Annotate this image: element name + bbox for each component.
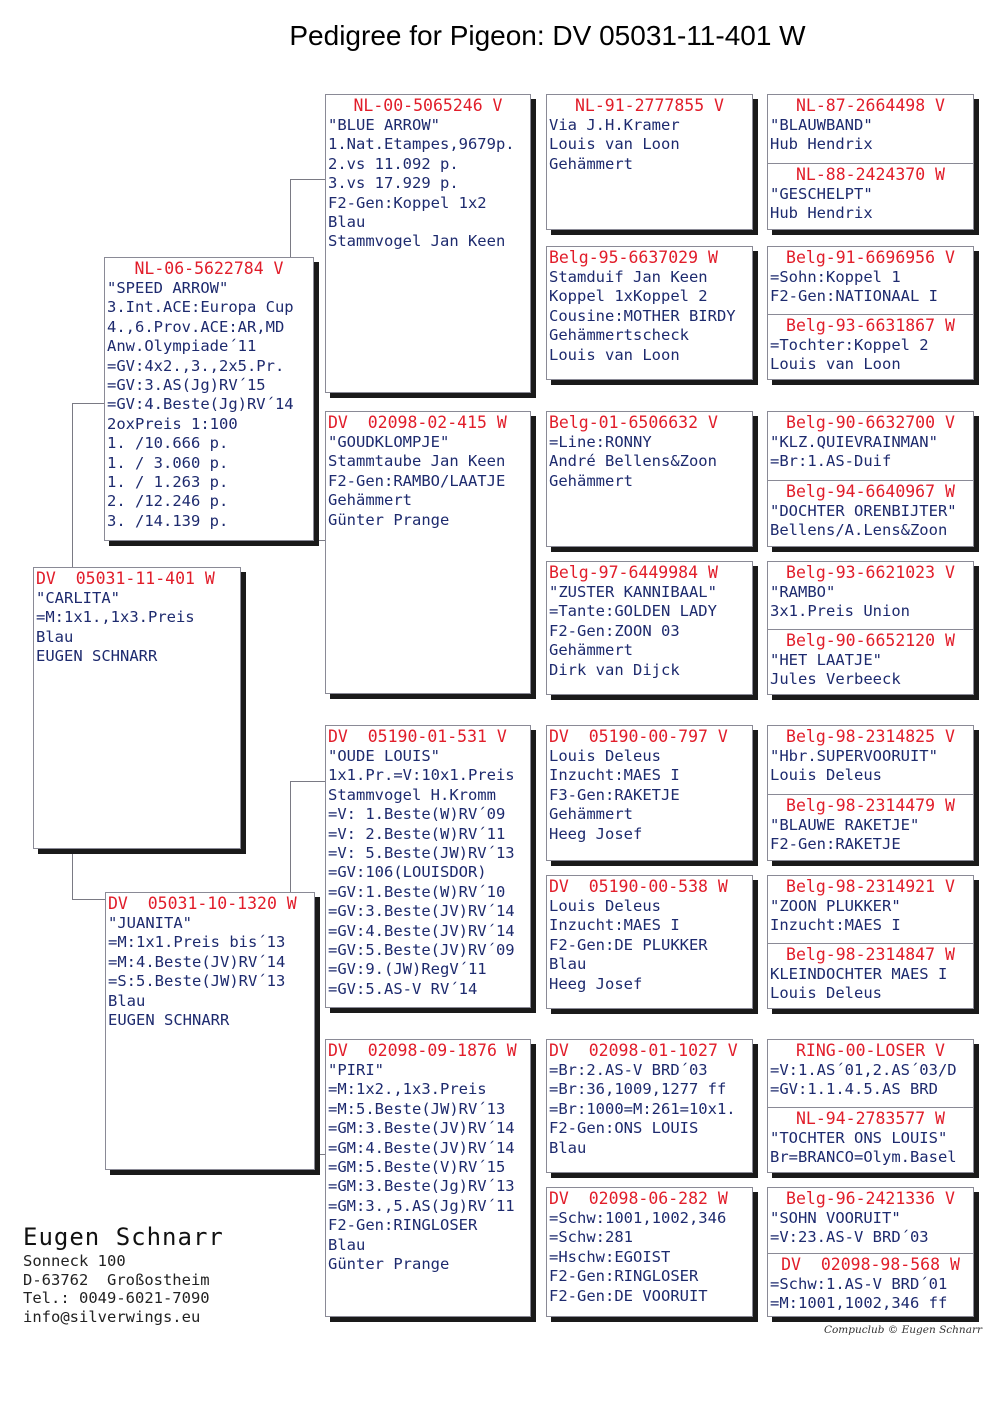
pigeon-info-line: 3x1.Preis Union (770, 602, 910, 621)
ring-number: DV 02098-01-1027 V (549, 1041, 738, 1060)
pigeon-info-line: =V: 2.Beste(W)RV´11 (328, 824, 506, 843)
pigeon-info-line: 1.Nat.Etampes,9679p. (328, 135, 515, 154)
ring-number: NL-00-5065246 V (353, 96, 503, 115)
grandparent-card (325, 1039, 531, 1317)
great-grandparent-card (546, 94, 753, 230)
ring-number: Belg-91-6696956 V (786, 248, 955, 267)
ring-number: DV 05031-10-1320 W (108, 894, 297, 913)
pigeon-info-line: Blau (328, 1235, 366, 1254)
pigeon-info-line: "SOHN VOORUIT" (770, 1209, 901, 1227)
pigeon-info-line: Stamduif Jan Keen (549, 268, 708, 286)
pigeon-info-line: =Br:2.AS-V BRD´03 (549, 1061, 708, 1079)
pigeon-info-line: =V: 1.Beste(W)RV´09 (328, 805, 506, 824)
great-grandparent-card (546, 561, 753, 695)
page-title: Pedigree for Pigeon: DV 05031-11-401 W (289, 20, 806, 51)
g-g-grandparent-card (767, 1187, 974, 1317)
pigeon-info-line: 1. / 1.263 p. (107, 473, 229, 492)
pigeon-info-line: "HET LAATJE" (770, 651, 882, 669)
pigeon-info-line: 2oxPreis 1:100 (107, 414, 238, 433)
great-grandparent-card (546, 875, 753, 1009)
ring-number: DV 05031-11-401 W (36, 569, 215, 588)
pigeon-info-line: F2-Gen:Koppel 1x2 (328, 193, 487, 212)
pigeon-info-line: "GOUDKLOMPJE" (328, 433, 450, 451)
pigeon-info-line: =GV:9.(JW)RegV´11 (328, 960, 487, 979)
ring-number: NL-87-2664498 V (795, 96, 945, 115)
pigeon-info-line: Blau (549, 1138, 587, 1157)
pigeon-info-line: =M:1001,1002,346 ff (770, 1294, 948, 1313)
g-g-grandparent-entry (768, 247, 973, 314)
pigeon-info-line: =M:1x1.Preis bis´13 (108, 933, 286, 952)
great-grandparent-card (546, 1187, 753, 1317)
pigeon-info-line: "DOCHTER ORENBIJTER" (770, 502, 957, 520)
pigeon-info-line: =GM:4.Beste(JV)RV´14 (328, 1138, 515, 1157)
pigeon-info-line: "KLZ.QUIEVRAINMAN" (770, 433, 938, 451)
pigeon-info-line: 4.,6.Prov.ACE:AR,MD (107, 317, 285, 336)
pigeon-info-line: "JUANITA" (108, 914, 192, 932)
pigeon-info-line: Louis van Loon (549, 345, 680, 364)
pigeon-info-line: Gehämmertscheck (549, 326, 689, 345)
ring-number: Belg-93-6631867 W (786, 316, 955, 335)
g-g-grandparent-entry (768, 562, 973, 629)
pigeon-info-line: Louis van Loon (770, 355, 901, 374)
pigeon-info-line: =GV:106(LOUISDOR) (328, 863, 487, 882)
g-g-grandparent-entry (768, 1040, 973, 1107)
pigeon-info-line: Günter Prange (328, 1255, 450, 1274)
ring-number: NL-91-2777855 V (574, 96, 724, 115)
ring-number: Belg-94-6640967 W (786, 482, 955, 501)
pigeon-info-line: "BLAUWE RAKETJE" (770, 816, 920, 834)
ring-number: Belg-98-2314921 V (786, 877, 955, 896)
great-grandparent-entry (547, 95, 752, 174)
pigeon-info-line: =Schw:1.AS-V BRD´01 (770, 1275, 948, 1293)
pigeon-info-line: F2-Gen:DE PLUKKER (549, 935, 708, 954)
pigeon-info-line: =M:4.Beste(JV)RV´14 (108, 952, 286, 971)
ring-number: Belg-90-6632700 V (786, 413, 955, 432)
pigeon-info-line: Gehämmert (549, 641, 633, 660)
pigeon-info-line: "TOCHTER ONS LOUIS" (770, 1129, 948, 1147)
pigeon-info-line: =GM:3.Beste(JV)RV´14 (328, 1119, 515, 1138)
breeder-name: Eugen Schnarr (23, 1223, 224, 1251)
pigeon-info-line: F2-Gen:ZOON 03 (549, 621, 680, 640)
pigeon-info-line: 2.vs 11.092 p. (328, 154, 459, 173)
great-grandparent-card (546, 1039, 753, 1173)
pigeon-info-line: F2-Gen:RAMBO/LAATJE (328, 471, 506, 490)
grandparent-entry (326, 412, 530, 530)
pigeon-info-line: Louis Deleus (770, 766, 882, 785)
pigeon-info-line: =S:5.Beste(JW)RV´13 (108, 972, 286, 991)
sire-entry (105, 258, 313, 531)
ring-number: Belg-95-6637029 W (549, 248, 718, 267)
pigeon-info-line: =V:1.AS´01,2.AS´03/D (770, 1061, 957, 1079)
g-g-grandparent-entry (768, 726, 973, 794)
pigeon-info-line: "RAMBO" (770, 583, 836, 601)
breeder-email: info@silverwings.eu (23, 1307, 201, 1326)
pigeon-info-line: Louis Deleus (770, 984, 882, 1003)
ring-number: DV 02098-98-568 W (781, 1255, 960, 1274)
great-grandparent-entry (547, 247, 752, 365)
ring-number: DV 02098-02-415 W (328, 413, 507, 432)
pigeon-info-line: Louis Deleus (549, 897, 661, 915)
g-g-grandparent-card (767, 411, 974, 547)
pigeon-info-line: =Br:1.AS-Duif (770, 452, 892, 471)
ring-number: Belg-97-6449984 W (549, 563, 718, 582)
ring-number: DV 05190-00-797 V (549, 727, 728, 746)
connector-line (290, 179, 326, 259)
g-g-grandparent-entry (768, 314, 973, 380)
pigeon-info-line: =Schw:281 (549, 1228, 633, 1247)
pigeon-info-line: =GV:1.1.4.5.AS BRD (770, 1080, 938, 1099)
pigeon-info-line: Gehämmert (549, 805, 633, 824)
pigeon-info-line: =GV:3.AS(Jg)RV´15 (107, 376, 266, 395)
pigeon-info-line: "Hbr.SUPERVOORUIT" (770, 747, 938, 765)
pigeon-info-line: 1x1.Pr.=V:10x1.Preis (328, 766, 515, 785)
ring-number: NL-88-2424370 W (795, 165, 945, 184)
g-g-grandparent-entry (768, 629, 973, 695)
g-g-grandparent-card (767, 725, 974, 861)
pigeon-info-line: =GV:4x2.,3.,2x5.Pr. (107, 356, 285, 375)
pigeon-info-line: F2-Gen:RAKETJE (770, 835, 901, 854)
pigeon-info-line: =GV:3.Beste(JV)RV´14 (328, 902, 515, 921)
pigeon-info-line: "CARLITA" (36, 589, 120, 607)
great-grandparent-card (546, 246, 753, 380)
pigeon-info-line: =Schw:1001,1002,346 (549, 1209, 727, 1227)
pigeon-info-line: =Br:36,1009,1277 ff (549, 1080, 727, 1099)
pigeon-info-line: Gehämmert (549, 471, 633, 490)
pigeon-info-line: =Br:1000=M:261=10x1. (549, 1099, 736, 1118)
pigeon-info-line: "PIRI" (328, 1061, 384, 1079)
pigeon-info-line: =GV:4.Beste(Jg)RV´14 (107, 395, 294, 414)
g-g-grandparent-card (767, 246, 974, 380)
g-g-grandparent-card (767, 561, 974, 695)
pigeon-info-line: =GM:5.Beste(V)RV´15 (328, 1158, 506, 1177)
pigeon-info-line: Blau (36, 627, 74, 646)
sire-card (104, 257, 314, 541)
pigeon-info-line: Louis van Loon (549, 135, 680, 154)
pigeon-info-line: =Hschw:EGOIST (549, 1247, 671, 1266)
ring-number: Belg-98-2314479 W (786, 796, 955, 815)
g-g-grandparent-entry (768, 95, 973, 163)
pigeon-info-line: Günter Prange (328, 510, 450, 529)
connector-line (72, 848, 105, 900)
g-g-grandparent-entry (768, 412, 973, 480)
pigeon-info-line: F2-Gen:ONS LOUIS (549, 1119, 699, 1138)
dam-card (105, 892, 315, 1170)
pigeon-info-line: Hub Hendrix (770, 135, 873, 154)
g-g-grandparent-entry (768, 1188, 973, 1253)
pigeon-info-line: =V: 5.Beste(JW)RV´13 (328, 844, 515, 863)
pigeon-info-line: Hub Hendrix (770, 204, 873, 223)
pigeon-info-line: F2-Gen:DE VOORUIT (549, 1286, 708, 1305)
connector-line (290, 781, 326, 894)
pigeon-info-line: EUGEN SCHNARR (36, 647, 158, 666)
pigeon-info-line: Gehämmert (328, 491, 412, 510)
pigeon-info-line: EUGEN SCHNARR (108, 1011, 230, 1030)
pigeon-info-line: Inzucht:MAES I (549, 916, 680, 935)
great-grandparent-entry (547, 412, 752, 491)
great-grandparent-entry (547, 1040, 752, 1158)
ring-number: NL-06-5622784 V (134, 259, 284, 278)
g-g-grandparent-entry (768, 943, 973, 1009)
pigeon-info-line: =GV:1.Beste(W)RV´10 (328, 882, 506, 901)
pigeon-info-line: =Tante:GOLDEN LADY (549, 602, 717, 621)
pigeon-info-line: "BLAUWBAND" (770, 116, 873, 134)
pigeon-info-line: Blau (108, 991, 146, 1010)
pigeon-info-line: Koppel 1xKoppel 2 (549, 287, 708, 306)
pigeon-info-line: 3. /14.139 p. (107, 511, 229, 530)
pigeon-info-line: =M:5.Beste(JW)RV´13 (328, 1099, 506, 1118)
pigeon-info-line: =Tochter:Koppel 2 (770, 336, 929, 354)
pigeon-info-line: Heeg Josef (549, 974, 643, 993)
g-g-grandparent-entry (768, 163, 973, 230)
breeder-street: Sonneck 100 (23, 1252, 126, 1270)
pigeon-info-line: Inzucht:MAES I (770, 916, 901, 935)
g-g-grandparent-entry (768, 480, 973, 547)
grandparent-card (325, 94, 531, 393)
pigeon-info-line: "ZUSTER KANNIBAAL" (549, 583, 717, 601)
pigeon-info-line: Stammtaube Jan Keen (328, 452, 506, 471)
great-grandparent-card (546, 725, 753, 861)
pigeon-info-line: =M:1x1.,1x3.Preis (36, 608, 195, 627)
pigeon-info-line: "SPEED ARROW" (107, 279, 229, 297)
great-grandparent-entry (547, 876, 752, 994)
great-grandparent-entry (547, 562, 752, 680)
g-g-grandparent-card (767, 875, 974, 1009)
pigeon-info-line: F2-Gen:RINGLOSER (549, 1267, 699, 1286)
pigeon-info-line: Br=BRANCO=Olym.Basel (770, 1148, 957, 1167)
grandparent-entry (326, 1040, 530, 1274)
pigeon-info-line: =V:23.AS-V BRD´03 (770, 1228, 929, 1247)
g-g-grandparent-card (767, 94, 974, 230)
ring-number: DV 05190-00-538 W (549, 877, 728, 896)
pigeon-info-line: =GV:5.Beste(JV)RV´09 (328, 941, 515, 960)
pigeon-info-line: Bellens/A.Lens&Zoon (770, 521, 948, 540)
pigeon-info-line: =GM:3.Beste(Jg)RV´13 (328, 1177, 515, 1196)
pigeon-info-line: =M:1x2.,1x3.Preis (328, 1080, 487, 1099)
breeder-phone: Tel.: 0049-6021-7090 (23, 1289, 210, 1307)
great-grandparent-entry (547, 1188, 752, 1306)
ring-number: Belg-93-6621023 V (786, 563, 955, 582)
ring-number: Belg-98-2314825 V (786, 727, 955, 746)
g-g-grandparent-entry (768, 794, 973, 861)
pigeon-info-line: =GV:4.Beste(JV)RV´14 (328, 921, 515, 940)
pigeon-info-line: 3.vs 17.929 p. (328, 174, 459, 193)
pigeon-info-line: Anw.Olympiade´11 (107, 337, 257, 356)
pigeon-info-line: Stammvogel H.Kromm (328, 785, 496, 804)
grandparent-card (325, 411, 531, 694)
pigeon-info-line: F2-Gen:NATIONAAL I (770, 287, 938, 306)
pigeon-info-line: Louis Deleus (549, 747, 661, 765)
subject-entry (34, 568, 240, 667)
pigeon-info-line: "BLUE ARROW" (328, 116, 440, 134)
g-g-grandparent-entry (768, 1107, 973, 1173)
pigeon-info-line: Jules Verbeeck (770, 670, 901, 689)
pigeon-info-line: André Bellens&Zoon (549, 452, 717, 471)
pigeon-info-line: Dirk van Dijck (549, 660, 680, 679)
ring-number: DV 05190-01-531 V (328, 727, 507, 746)
pigeon-info-line: Cousine:MOTHER BIRDY (549, 306, 736, 325)
pigeon-info-line: Heeg Josef (549, 824, 643, 843)
ring-number: RING-00-LOSER V (795, 1041, 945, 1060)
grandparent-card (325, 725, 531, 1008)
pigeon-info-line: Gehämmert (549, 154, 633, 173)
copyright-footer: Compuclub © Eugen Schnarr (823, 1324, 982, 1336)
ring-number: Belg-96-2421336 V (786, 1189, 955, 1208)
pigeon-info-line: "OUDE LOUIS" (328, 747, 440, 765)
pigeon-info-line: Stammvogel Jan Keen (328, 232, 506, 251)
pigeon-info-line: Blau (328, 213, 366, 232)
ring-number: Belg-98-2314847 W (786, 945, 955, 964)
pigeon-info-line: 2. /12.246 p. (107, 492, 229, 511)
pigeon-info-line: "ZOON PLUKKER" (770, 897, 901, 915)
g-g-grandparent-card (767, 1039, 974, 1173)
pigeon-info-line: "GESCHELPT" (770, 185, 873, 203)
pigeon-info-line: 3.Int.ACE:Europa Cup (107, 298, 294, 317)
breeder-address (23, 1222, 224, 1326)
pigeon-info-line: =GM:3.,5.AS(Jg)RV´11 (328, 1196, 515, 1215)
pigeon-info-line: Blau (549, 955, 587, 974)
ring-number: Belg-01-6506632 V (549, 413, 718, 432)
pigeon-info-line: =Sohn:Koppel 1 (770, 268, 901, 286)
breeder-city: D-63762 Großostheim (23, 1270, 210, 1289)
pigeon-info-line: =Line:RONNY (549, 433, 652, 451)
g-g-grandparent-entry (768, 1253, 973, 1317)
pigeon-info-line: F3-Gen:RAKETJE (549, 785, 680, 804)
grandparent-entry (326, 726, 530, 999)
ring-number: Belg-90-6652120 W (786, 631, 955, 650)
great-grandparent-entry (547, 726, 752, 844)
pigeon-info-line: Via J.H.Kramer (549, 116, 680, 134)
grandparent-entry (326, 95, 530, 252)
connector-line (72, 403, 105, 570)
ring-number: DV 02098-06-282 W (549, 1189, 728, 1208)
g-g-grandparent-entry (768, 876, 973, 943)
pigeon-info-line: =GV:5.AS-V RV´14 (328, 979, 478, 998)
pigeon-info-line: 1. / 3.060 p. (107, 453, 229, 472)
dam-entry (106, 893, 314, 1030)
ring-number: DV 02098-09-1876 W (328, 1041, 517, 1060)
pigeon-info-line: 1. /10.666 p. (107, 434, 229, 453)
pigeon-info-line: KLEINDOCHTER MAES I (770, 965, 948, 983)
ring-number: NL-94-2783577 W (795, 1109, 945, 1128)
pigeon-info-line: Inzucht:MAES I (549, 766, 680, 785)
pigeon-info-line: F2-Gen:RINGLOSER (328, 1216, 478, 1235)
great-grandparent-card (546, 411, 753, 547)
subject-card (33, 567, 241, 849)
